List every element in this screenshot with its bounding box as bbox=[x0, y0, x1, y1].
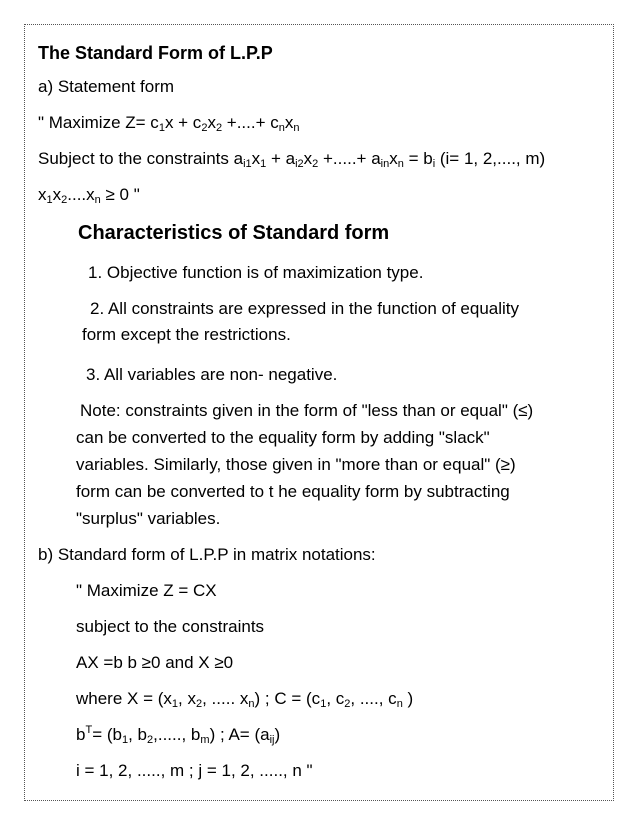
characteristic-item-1: 1. Objective function is of maximization type. bbox=[88, 263, 424, 282]
matrix-b-transpose: $b^T= (b_1$, $b_2$,....., $b_m$) ; $A= (a_{ij})$ bbox=[76, 724, 281, 746]
matrix-form-heading: b) Standard form of L.P.P in matrix notations: bbox=[38, 545, 376, 564]
note-line-2: can be converted to the equality form by adding "slack" bbox=[76, 428, 490, 447]
note-line-4: form can be converted to t he equality form by subtracting bbox=[76, 482, 510, 501]
note-line-5: "surplus" variables. bbox=[76, 509, 221, 528]
characteristic-item-2-line-2: form except the restrictions. bbox=[82, 325, 291, 344]
note-line-1: Note: constraints given in the form of "less than or equal" (≤) bbox=[80, 401, 534, 420]
matrix-maximize: " Maximize Z = CX bbox=[76, 581, 217, 600]
statement-form-heading: a) Statement form bbox=[38, 77, 175, 96]
matrix-where: where $X = (x_1$, $x_2$, ..... $x_n$) ; $C = (c_1$, $c_2$, ...., $c_n$ ) bbox=[76, 689, 414, 710]
matrix-constraints: AX =b b ≥0 and X ≥0 bbox=[76, 653, 234, 672]
maximize-statement: " Maximize $Z= c_1x + c_2x_2$ +....+ $c_nx_n$ bbox=[38, 113, 300, 134]
characteristics-heading: Characteristics of Standard form bbox=[78, 222, 390, 244]
matrix-index-range: i = 1, 2, ....., m ; j = 1, 2, ....., n " bbox=[76, 761, 313, 780]
constraints-statement: Subject to the constraints $a_{i1}x_1 + a_{i2}x_2$ +.....+ $a_{in}x_n = b_i$ (i= 1, 2,...., m) bbox=[38, 149, 546, 170]
matrix-subject: subject to the constraints bbox=[76, 617, 265, 636]
note-line-3: variables. Similarly, those given in "more than or equal" (≥) bbox=[76, 455, 516, 474]
characteristic-item-2-line-1: 2. All constraints are expressed in the function of equality bbox=[90, 299, 520, 318]
non-negativity-statement: $x_1x_2....x_n \ge 0$ " bbox=[38, 185, 140, 206]
page-title: The Standard Form of L.P.P bbox=[38, 43, 273, 63]
characteristic-item-3: 3. All variables are non- negative. bbox=[86, 365, 338, 384]
